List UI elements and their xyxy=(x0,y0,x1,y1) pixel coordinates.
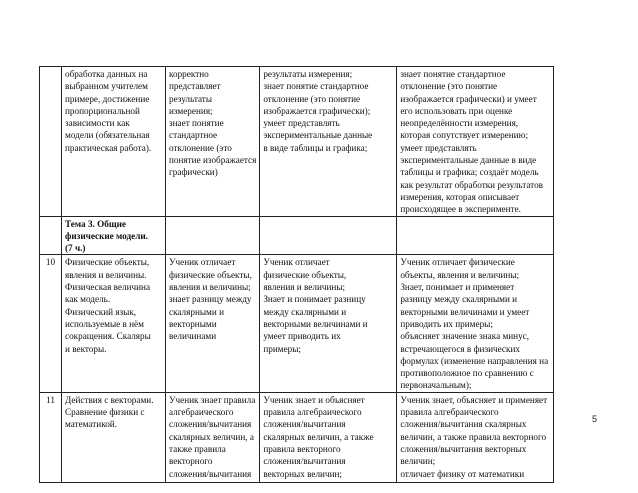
row-number: 10 xyxy=(40,255,62,392)
level-high-cell: Ученик знает, объясняет и применяет правила алгебраического сложения/вычитания скалярных величин, а также правила векторного сложения/вычитания векторных величин; отличает физику от математики xyxy=(397,392,554,482)
row-number xyxy=(40,67,62,217)
topic-cell: обработка данных на выбранном учителем примере, достижение пропорциональной зависимости как модели (обязательная практическая работа). xyxy=(62,67,166,217)
table-row xyxy=(40,392,554,482)
row-number: 11 xyxy=(40,392,62,482)
level-high-cell: знает понятие стандартное отклонение (это понятие изображается графически) и умеет его использовать при оценке неопределённости измерения, которая сопутствует измерению; умеет представлять экспериментальные данные в виде таблицы и графика; создаёт модель как результат обработки результатов измерения, которая описывает происходящее в эксперименте. xyxy=(397,67,554,217)
level-basic-cell: корректно представляет результаты измерения; знает понятие стандартное отклонение (это понятие изображается графически) xyxy=(166,67,260,217)
table-row xyxy=(40,216,554,255)
level-middle-cell: Ученик знает и объясняет правила алгебраического сложения/вычитания скалярных величин, а также правила векторного сложения/вычитания векторных величин; xyxy=(260,392,397,482)
row-number xyxy=(40,216,62,255)
level-basic-cell xyxy=(166,216,260,255)
topic-cell: Действия с векторами. Сравнение физики с математикой. xyxy=(62,392,166,482)
level-high-cell xyxy=(397,216,554,255)
topic-heading-cell: Тема 3. Общие физические модели. (7 ч.) xyxy=(62,216,166,255)
level-high-cell: Ученик отличает физические объекты, явления и величины; Знает, понимает и применяет разницу между скалярными и векторными величинами и умеет приводить их примеры; объясняет значение знака минус, встречающегося в физических формулах (изменение направления на противоположное по сравнению с первоначальным); xyxy=(397,255,554,392)
level-basic-cell: Ученик знает правила алгебраического сложения/вычитания скалярных величин, а также правила векторного сложения/вычитания xyxy=(166,392,260,482)
level-middle-cell: Ученик отличает физические объекты, явления и величины; Знает и понимает разницу между скалярными и векторными величинами и умеет приводить их примеры; xyxy=(260,255,397,392)
table-row xyxy=(40,67,554,217)
topic-cell: Физические объекты, явления и величины. Физическая величина как модель. Физический язык, используемые в нём сокращения. Скаляры и векторы. xyxy=(62,255,166,392)
level-middle-cell: результаты измерения; знает понятие стандартное отклонение (это понятие изображается графически); умеет представлять экспериментальные данные в виде таблицы и графика; xyxy=(260,67,397,217)
level-middle-cell xyxy=(260,216,397,255)
level-basic-cell: Ученик отличает физические объекты, явления и величины; знает разницу между скалярными и векторными величинами xyxy=(166,255,260,392)
table-row xyxy=(40,255,554,392)
criteria-table xyxy=(39,66,554,483)
page-number: 5 xyxy=(592,414,598,424)
